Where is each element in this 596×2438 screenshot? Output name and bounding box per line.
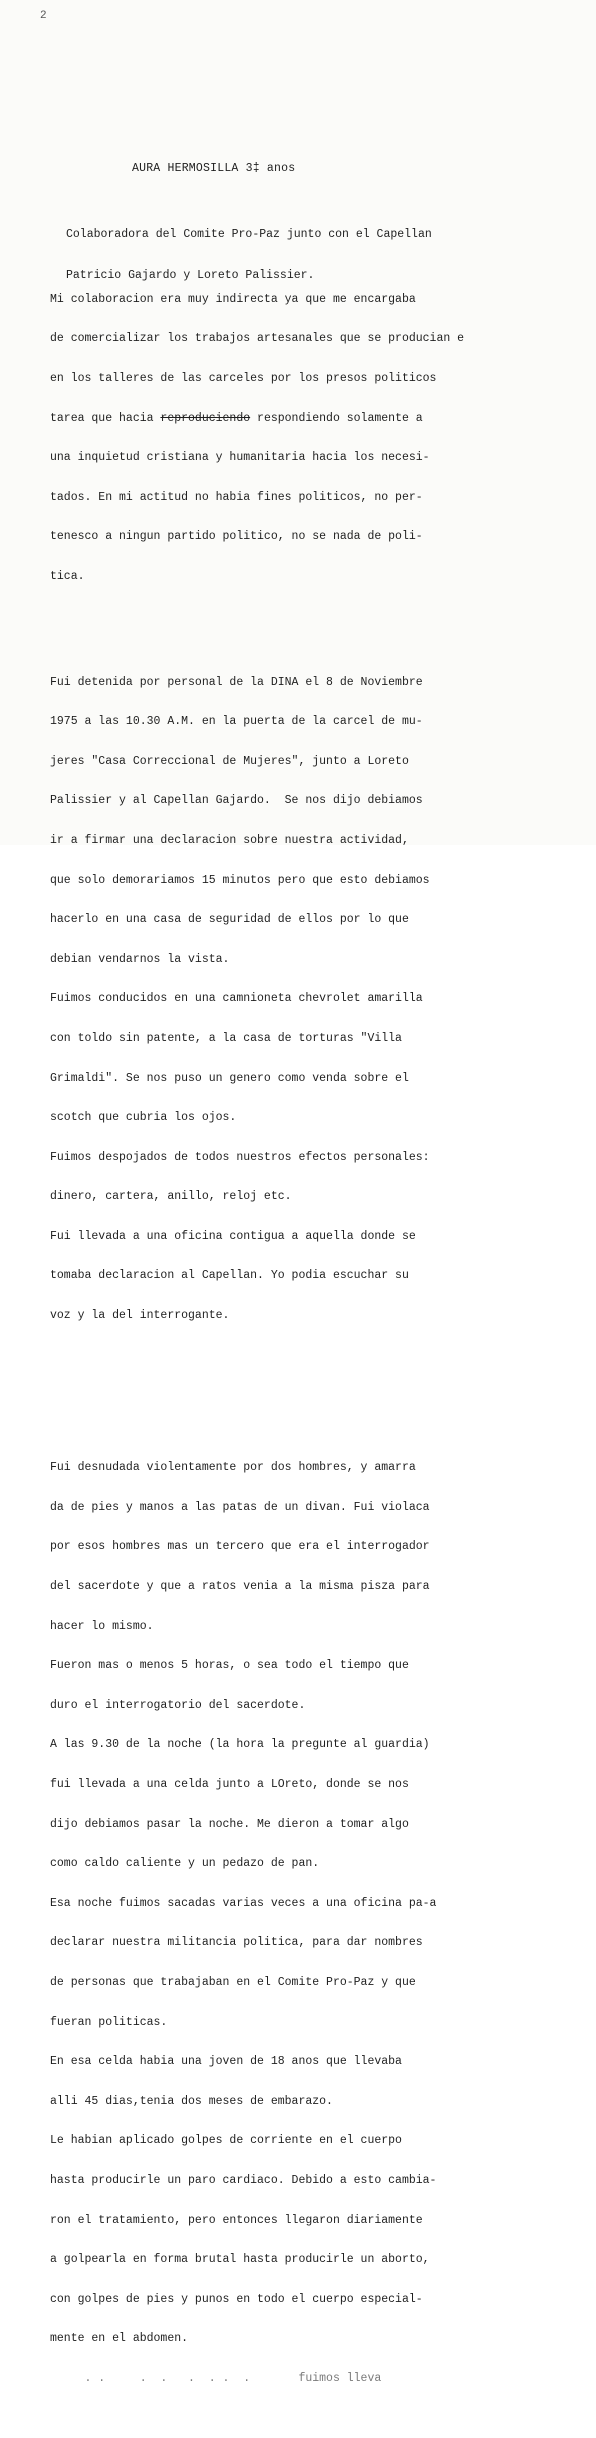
text-line: tica.	[50, 569, 85, 583]
paragraph-gap	[50, 1388, 590, 1395]
text-line: Le habian aplicado golpes de corriente en el cuerpo	[50, 2134, 402, 2148]
text-line: scotch que cubria los ojos.	[50, 1111, 237, 1125]
subtitle-line: Patricio Gajardo y Loreto Palissier.	[66, 269, 315, 283]
text-line: que solo demorariamos 15 minutos pero que esto debiamos	[50, 873, 430, 887]
text-line: En esa celda habia una joven de 18 anos que llevaba	[50, 2055, 402, 2069]
text-line: voz y la del interrogante.	[50, 1309, 230, 1323]
text-line: A las 9.30 de la noche (la hora la pregunte al guardia)	[50, 1738, 430, 1752]
text-line: hacerlo en una casa de seguridad de ellos por lo que	[50, 913, 409, 927]
text-line: fui llevada a una celda junto a LOreto, donde se nos	[50, 1778, 409, 1792]
text-segment: tarea que hacia	[50, 411, 161, 425]
text-line: Fuimos despojados de todos nuestros efectos personales:	[50, 1150, 430, 1164]
text-line: hacer lo mismo.	[50, 1619, 154, 1633]
text-line-cut-off: . . . . . . . . fuimos lleva	[50, 2371, 382, 2385]
text-segment: respondiendo solamente a	[250, 411, 423, 425]
text-line: da de pies y manos a las patas de un divan. Fui violaca	[50, 1500, 430, 1514]
text-line: 1975 a las 10.30 A.M. en la puerta de la carcel de mu-	[50, 715, 423, 729]
paragraph-2	[50, 649, 590, 1349]
text-line: en los talleres de las carceles por los presos politicos	[50, 372, 437, 385]
text-line	[50, 412, 590, 425]
text-line: ir a firmar una declaracion sobre nuestra actividad,	[50, 833, 409, 847]
text-line: Palissier y al Capellan Gajardo. Se nos dijo debiamos	[50, 794, 423, 808]
text-line: como caldo caliente y un pedazo de pan.	[50, 1857, 320, 1871]
document-body	[50, 240, 590, 2438]
text-line: tomaba declaracion al Capellan. Yo podia escuchar su	[50, 1269, 409, 1283]
text-line: fueran politicas.	[50, 2015, 168, 2029]
text-line: a golpearla en forma brutal hasta producirle un aborto,	[50, 2253, 430, 2267]
text-line: mente en el abdomen.	[50, 2332, 189, 2346]
corner-mark: 2	[40, 10, 47, 22]
text-line: debian vendarnos la vista.	[50, 952, 230, 966]
document-title: AURA HERMOSILLA 3‡ anos	[132, 162, 296, 175]
text-line: una inquietud cristiana y humanitaria hacia los necesi-	[50, 451, 430, 465]
text-line: Fuimos conducidos en una camnioneta chevrolet amarilla	[50, 992, 423, 1006]
text-line: duro el interrogatorio del sacerdote.	[50, 1698, 306, 1712]
text-line: dinero, cartera, anillo, reloj etc.	[50, 1190, 292, 1204]
text-line: Fui desnudada violentamente por dos hombres, y amarra	[50, 1461, 416, 1475]
paragraph-1	[50, 266, 590, 609]
text-line: jeres "Casa Correccional de Mujeres", junto a Loreto	[50, 754, 409, 768]
text-line: de personas que trabajaban en el Comite Pro-Paz y que	[50, 1976, 416, 1990]
text-line: con golpes de pies y punos en todo el cuerpo especial-	[50, 2292, 423, 2306]
text-line: de comercializar los trabajos artesanales que se producian e	[50, 332, 465, 346]
subtitle-line: Colaboradora del Comite Pro-Paz junto con el Capellan	[66, 228, 432, 241]
text-line: ron el tratamiento, pero entonces llegaron diariamente	[50, 2213, 423, 2227]
text-line: alli 45 dias,tenia dos meses de embarazo.	[50, 2094, 333, 2108]
text-line: Grimaldi". Se nos puso un genero como venda sobre el	[50, 1071, 409, 1085]
text-line: Fueron mas o menos 5 horas, o sea todo el tiempo que	[50, 1659, 409, 1673]
text-line: tados. En mi actitud no habia fines politicos, no per-	[50, 490, 423, 504]
struck-word: reproduciendo	[160, 411, 251, 425]
text-line: hasta producirle un paro cardiaco. Debido a esto cambia-	[50, 2173, 437, 2187]
text-line: Fui detenida por personal de la DINA el 8 de Noviembre	[50, 675, 423, 689]
text-line: tenesco a ningun partido politico, no se nada de poli-	[50, 530, 423, 544]
paragraph-3	[50, 1435, 590, 2412]
text-line: Fui llevada a una oficina contigua a aquella donde se	[50, 1229, 416, 1243]
text-line: dijo debiamos pasar la noche. Me dieron a tomar algo	[50, 1817, 409, 1831]
text-line: Esa noche fuimos sacadas varias veces a una oficina pa-a	[50, 1896, 437, 1910]
text-line: Mi colaboracion era muy indirecta ya que me encargaba	[50, 292, 416, 306]
text-line: con toldo sin patente, a la casa de torturas "Villa	[50, 1031, 402, 1045]
text-line: declarar nuestra militancia politica, para dar nombres	[50, 1936, 423, 1950]
text-line: por esos hombres mas un tercero que era el interrogador	[50, 1540, 430, 1554]
text-line: del sacerdote y que a ratos venia a la misma pisza para	[50, 1580, 430, 1594]
